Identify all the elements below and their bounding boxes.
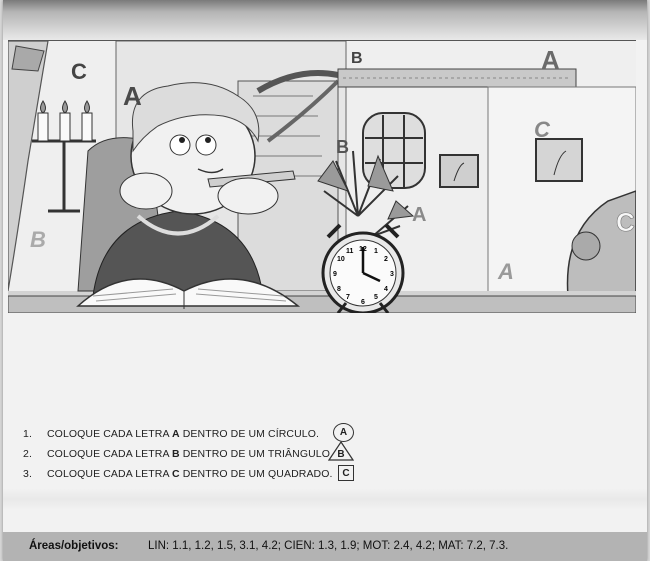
hidden-letter-b: B [336, 137, 349, 157]
worksheet-page [3, 0, 647, 561]
instruction-letter: A [172, 428, 180, 440]
hidden-letter-c: C [534, 117, 550, 142]
triangle-shape-icon [328, 441, 354, 461]
instruction-text [47, 448, 333, 460]
instruction-number: 1. [23, 428, 32, 440]
instruction-text-before: COLOQUE CADA LETRA [47, 448, 173, 460]
instruction-text-before: COLOQUE CADA LETRA [47, 468, 173, 480]
clock-number: 1 [374, 248, 378, 255]
hidden-letter-c: C [71, 59, 87, 84]
hidden-letter-a: A [123, 81, 142, 111]
instruction-letter: C [172, 468, 180, 480]
objectives-value: LIN: 1.1, 1.2, 1.5, 3.1, 4.2; CIEN: 1.3, 1.9; MOT: 2.4, 4.2; MAT: 7.2, 7.3. [148, 540, 509, 552]
clock-number: 5 [374, 294, 378, 301]
hidden-letter-a: A [541, 45, 560, 75]
hidden-letter-c: C [616, 207, 635, 237]
instruction-text-after: DENTRO DE UM TRIÂNGULO. [179, 448, 334, 460]
objectives-footer [3, 532, 647, 561]
clock-number: 11 [346, 248, 354, 255]
instruction-number: 3. [23, 468, 32, 480]
instruction-text [47, 428, 319, 440]
instruction-number: 2. [23, 448, 32, 460]
clock-number: 7 [346, 294, 350, 301]
square-shape-icon [338, 465, 354, 481]
shape-letter: B [337, 448, 345, 460]
clock-number: 9 [333, 271, 337, 278]
clock-number: 10 [337, 256, 345, 263]
instruction-text [47, 468, 333, 480]
instruction-item [23, 464, 623, 484]
circle-shape-icon [333, 423, 354, 442]
clock-number: 8 [337, 286, 341, 293]
scene-illustration [8, 40, 636, 313]
instruction-letter: B [172, 448, 180, 460]
hidden-letter-b: B [30, 227, 46, 252]
clock-number: 6 [361, 299, 365, 306]
scan-shadow [3, 0, 647, 40]
scan-artifact [3, 488, 647, 510]
hidden-letter-b: B [351, 50, 363, 67]
clock-number: 3 [390, 271, 394, 278]
instruction-item [23, 444, 623, 464]
shape-letter: C [342, 467, 350, 479]
hidden-letter-a: A [412, 204, 427, 226]
instruction-item [23, 424, 623, 444]
clock-number: 12 [359, 246, 367, 253]
shape-letter: A [339, 427, 348, 438]
instruction-text-after: DENTRO DE UM QUADRADO. [179, 468, 333, 480]
instruction-text-before: COLOQUE CADA LETRA [47, 428, 173, 440]
clock-number: 4 [384, 286, 388, 293]
hidden-letter-a: A [498, 259, 514, 284]
objectives-label: Áreas/objetivos: [29, 540, 119, 552]
instruction-text-after: DENTRO DE UM CÍRCULO. [179, 428, 320, 440]
scene-drawing [8, 41, 636, 313]
clock-number: 2 [384, 256, 388, 263]
instruction-list [23, 424, 623, 484]
